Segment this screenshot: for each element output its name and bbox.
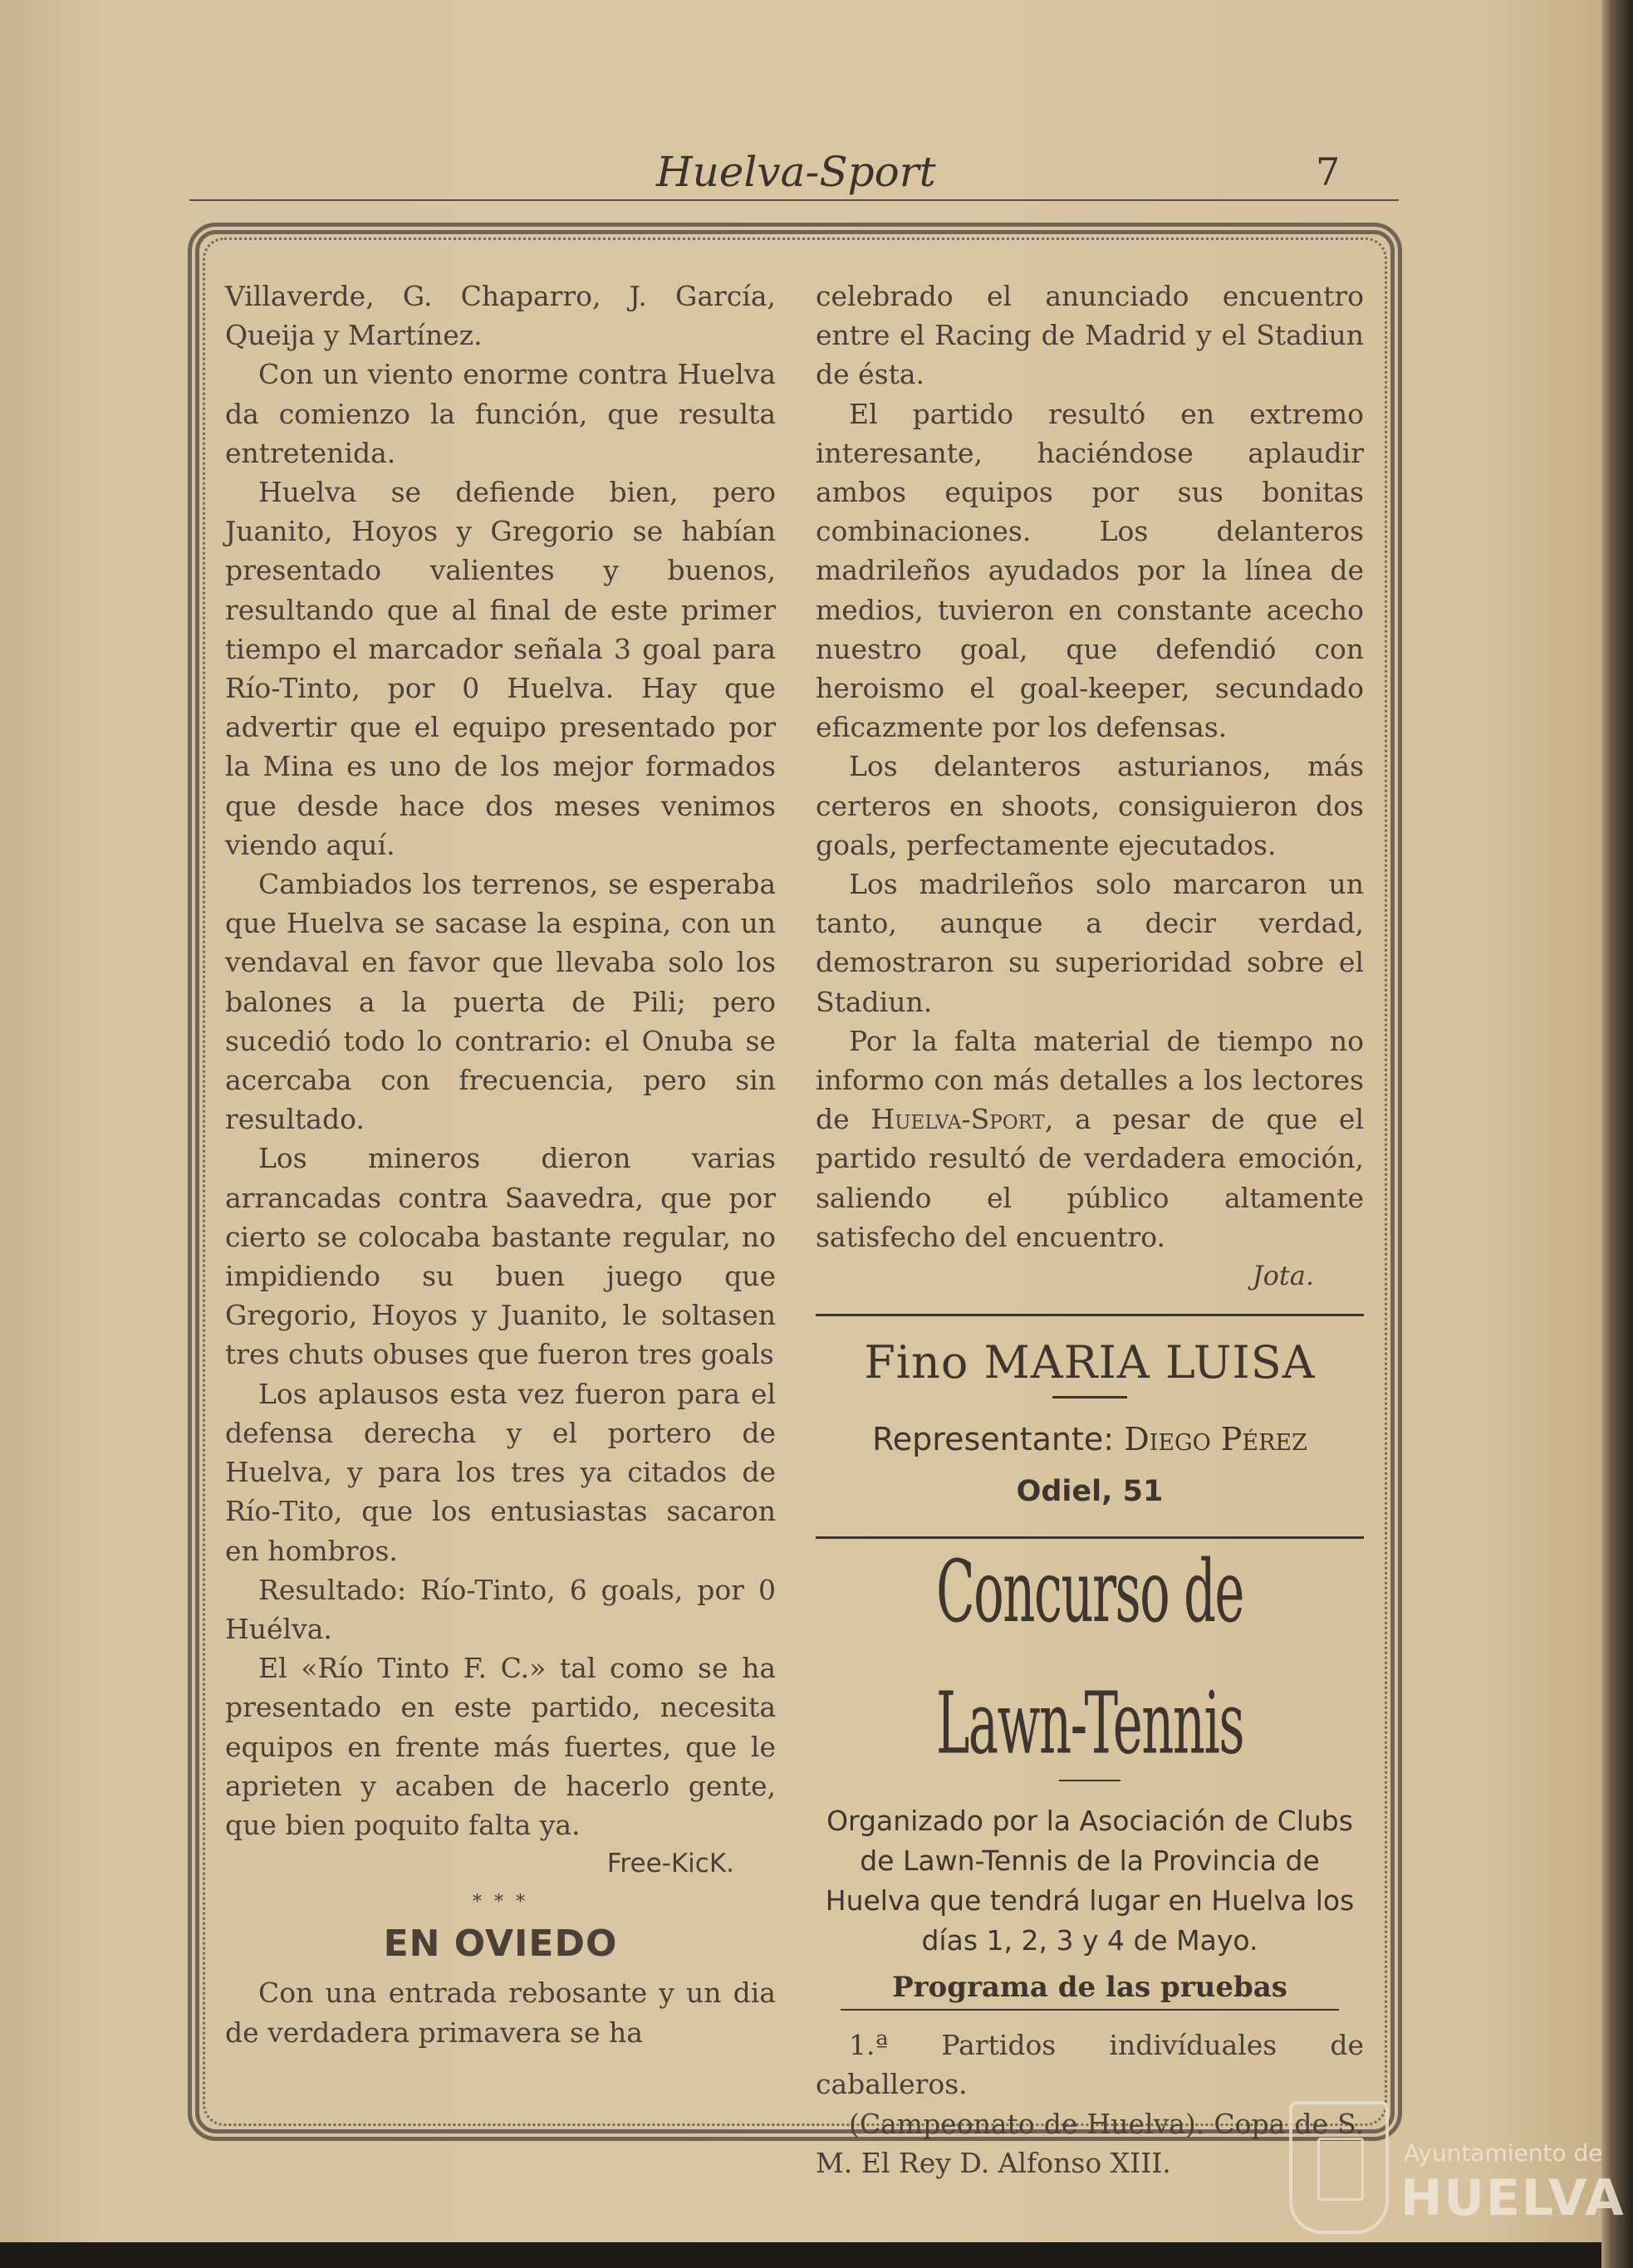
program-title: Programa de las pruebas bbox=[841, 1967, 1339, 2011]
archive-watermark bbox=[1289, 2101, 1626, 2251]
paragraph: Los delanteros asturianos, más certeros en shoots, consiguieron dos goals, perfectamente ejecutados. bbox=[816, 750, 1364, 861]
advertisement bbox=[816, 1330, 1364, 1516]
contest-organizer-text: Organizado por la Asociación de Clubs de Lawn-Tennis de la Provincia de Huelva que tendrá lugar en Huelva los días 1, 2, 3 y 4 de Mayo. bbox=[825, 1805, 1355, 1957]
paragraph: Con una entrada rebosante y un dia de verdadera primavera se ha bbox=[225, 1977, 776, 2049]
ad-short-rule bbox=[1052, 1396, 1127, 1399]
paragraph: Huelva se defiende bien, pero Juanito, Hoyos y Gregorio se habían presentado valientes y buenos, resultando que al final de este primer tiempo el marcador señala 3 goal para Río-Tinto, por 0 Huelva. Hay que advertir que el equipo presentado por la Mina es uno de los mejor formados que desde hace dos meses venimos viendo aquí. bbox=[225, 476, 776, 861]
paragraph: Los aplausos esta vez fueron para el defensa derecha y el portero de Huelva, y para los tres ya citados de Río-Tito, que los entusiastas sacaron en hombros. bbox=[225, 1377, 776, 1567]
paragraph: El «Río Tinto F. C.» tal como se ha presentado en este partido, necesita equipos en frente más fuertes, que le aprieten y acaben de hacerlo gente, que bien poquito falta ya. bbox=[225, 1652, 776, 1841]
watermark-line1: Ayuntamiento de bbox=[1404, 2139, 1603, 2167]
paragraph: Villaverde, G. Chaparro, J. García, Queija y Martínez. bbox=[225, 280, 776, 352]
section-separator-stars: * * * bbox=[473, 1892, 528, 1913]
publication-name: Huelva-Sport bbox=[870, 1103, 1045, 1136]
paragraph-text: Por la falta material de tiempo no informo con más detalles a los lectores de bbox=[816, 1024, 1364, 1136]
ad-title: Fino MARIA LUISA bbox=[864, 1336, 1316, 1389]
paragraph bbox=[816, 1021, 1364, 1256]
paragraph: Los mineros dieron varias arrancadas contra Saavedra, que por cierto se colocaba bastante regular, no impidiendo su buen juego que Gregorio, Hoyos y Juanito, le soltasen tres chuts obuses que fueron tres goals bbox=[225, 1142, 776, 1371]
ad-address: Odiel, 51 bbox=[1016, 1475, 1164, 1509]
page-number: 7 bbox=[1316, 149, 1341, 194]
program-item: (Campeonato de Huelva). Copa de S. M. El Rey D. Alfonso XIII. bbox=[816, 2107, 1364, 2179]
paragraph-text: , a pesar de que el partido resultó de verdadera emoción, saliendo el público altamente satisfecho del encuentro. bbox=[816, 1103, 1364, 1253]
representative-name: Diego Pérez bbox=[1124, 1421, 1307, 1458]
contest-notice bbox=[816, 1543, 1364, 2011]
paragraph: celebrado el anunciado encuentro entre el Racing de Madrid y el Stadiun de ésta. bbox=[816, 280, 1364, 391]
article-signature: Free-KicK. bbox=[606, 1849, 734, 1879]
paragraph: Resultado: Río-Tinto, 6 goals, por 0 Huélva. bbox=[225, 1573, 776, 1645]
article-signature: Jota. bbox=[1252, 1260, 1314, 1292]
watermark-line2: HUELVA bbox=[1400, 2169, 1626, 2227]
coat-of-arms-icon bbox=[1289, 2101, 1389, 2234]
page-edge bbox=[1601, 0, 1633, 2268]
right-column bbox=[816, 277, 1364, 2182]
divider-rule bbox=[816, 1314, 1364, 1316]
program-item: 1.ª Partidos indivíduales de caballeros. bbox=[816, 2029, 1364, 2101]
ad-representative bbox=[816, 1415, 1364, 1463]
paragraph: El partido resultó en extremo interesante, haciéndose aplaudir ambos equipos por sus bonitas combinaciones. Los delanteros madrileños ayudados por la línea de medios, tuvieron en constante acecho nuestro goal, que defendió con heroismo el goal-keeper, secundado eficazmente por los defensas. bbox=[816, 397, 1364, 744]
paragraph: Los madrileños solo marcaron un tanto, aunque a decir verdad, demostraron su superioridad sobre el Stadiun. bbox=[816, 868, 1364, 1018]
section-title: EN OVIEDO bbox=[383, 1923, 618, 1966]
paragraph: Con un viento enorme contra Huelva da comienzo la función, que resulta entretenida. bbox=[225, 358, 776, 469]
masthead-title: Huelva-Sport bbox=[656, 148, 936, 196]
header-rule bbox=[189, 199, 1399, 201]
program-list bbox=[816, 2026, 1364, 2182]
left-column bbox=[225, 277, 776, 2052]
contest-title: Concurso de Lawn-Tennis bbox=[935, 1543, 1244, 1774]
paragraph: Cambiados los terrenos, se esperaba que Huelva se sacase la espina, con un vendaval en favor que llevaba solo los balones a la puerta de Pili; pero sucedió todo lo contrario: el Onuba se acercaba con frecuencia, pero sin resultado. bbox=[225, 868, 776, 1136]
representative-label: Representante: bbox=[872, 1421, 1115, 1458]
